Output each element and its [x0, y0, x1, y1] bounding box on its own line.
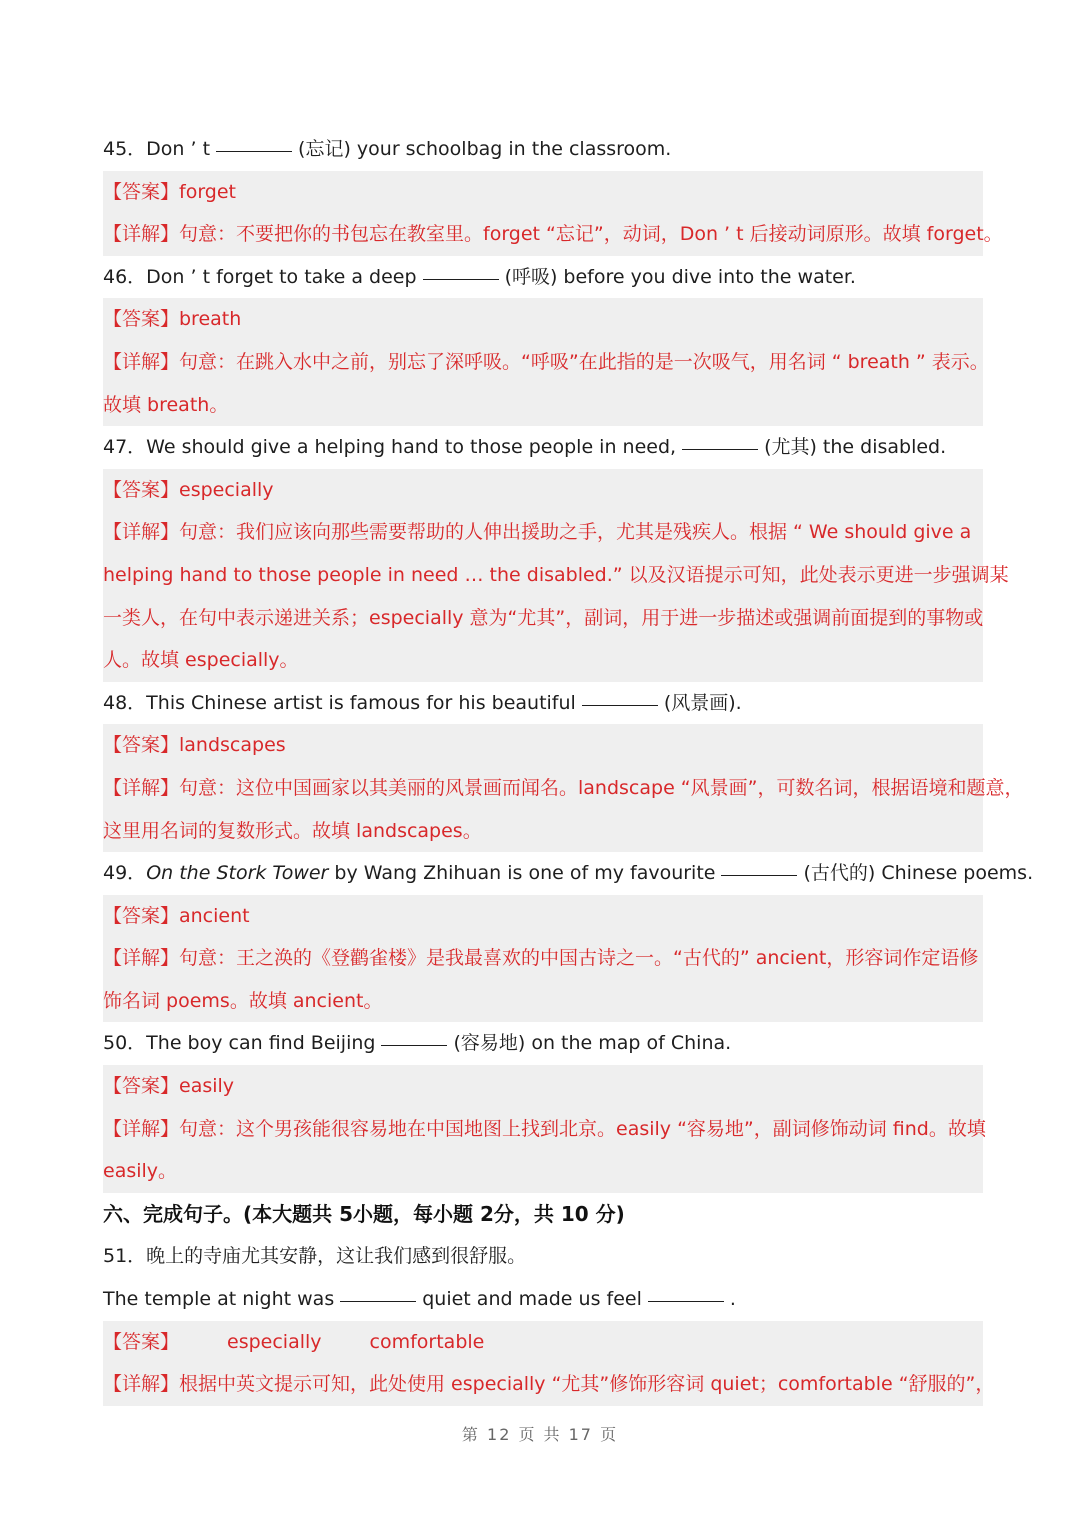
- question-49: 49．On the Stork Tower by Wang Zhihuan is one of my favourite (古代的) Chinese poems.: [103, 862, 1034, 885]
- section-title: 六、完成句子。(本大题共 5小题，每小题 2分，共 10 分): [103, 1201, 625, 1226]
- detail-47-line1: 【详解】句意：我们应该向那些需要帮助的人伸出援助之手，尤其是残疾人。根据 “ We should give a: [103, 511, 983, 554]
- detail-47-line4: 人。故填 especially。: [103, 639, 983, 682]
- question-45: 45．Don ’ t (忘记) your schoolbag in the classroom.: [103, 138, 672, 160]
- question-51-english: The temple at night was quiet and made us feel .: [103, 1288, 736, 1311]
- detail-46-line2: 故填 breath。: [103, 384, 983, 427]
- answer-blank: [582, 705, 658, 706]
- document-body: [103, 128, 1034, 1406]
- answer-block-47: [103, 469, 1009, 682]
- question-48: 48．This Chinese artist is famous for his beautiful (风景画).: [103, 691, 742, 714]
- detail-50-line1: 【详解】句意：这个男孩能很容易地在中国地图上找到北京。easily “容易地”，副词修饰动词 find。故填: [103, 1108, 983, 1151]
- detail-45: 【详解】句意：不要把你的书包忘在教室里。forget “忘记”，动词，Don ’ t 后接动词原形。故填 forget。: [103, 213, 983, 256]
- question-46: 46．Don ’ t forget to take a deep (呼吸) before you dive into the water.: [103, 265, 856, 288]
- question-47: 47．We should give a helping hand to those people in need, (尤其) the disabled.: [103, 436, 947, 459]
- answer-block-48: [103, 724, 1024, 852]
- answer-50: 【答案】easily: [103, 1065, 983, 1108]
- answer-blank: [648, 1301, 724, 1302]
- detail-48-line1: 【详解】句意：这位中国画家以其美丽的风景画而闻名。landscape “风景画”，可数名词，根据语境和题意，: [103, 767, 983, 810]
- detail-48-line2: 这里用名词的复数形式。故填 landscapes。: [103, 810, 983, 853]
- answer-46: 【答案】breath: [103, 298, 983, 341]
- answer-blank: [216, 151, 292, 152]
- detail-46-line1: 【详解】句意：在跳入水中之前，别忘了深呼吸。“呼吸”在此指的是一次吸气，用名词 “ breath ” 表示。: [103, 341, 983, 384]
- detail-49-line2: 饰名词 poems。故填 ancient。: [103, 980, 983, 1023]
- answer-49: 【答案】ancient: [103, 895, 983, 938]
- answer-blank: [721, 875, 797, 876]
- answer-blank: [381, 1045, 447, 1046]
- answer-48: 【答案】landscapes: [103, 724, 983, 767]
- answer-block-45: [103, 171, 1003, 256]
- answer-51: 【答案】 especially comfortable: [103, 1321, 983, 1364]
- page-footer: 第 12 页 共 17 页: [461, 1425, 619, 1444]
- answer-block-50: [103, 1065, 986, 1193]
- answer-blank: [682, 449, 758, 450]
- question-51-chinese: 51．晚上的寺庙尤其安静，这让我们感到很舒服。: [103, 1245, 527, 1268]
- detail-47-line3: 一类人，在句中表示递进关系；especially 意为“尤其”，副词，用于进一步描述或强调前面提到的事物或: [103, 597, 983, 640]
- answer-block-49: [103, 895, 983, 1023]
- detail-50-line2: easily。: [103, 1150, 983, 1193]
- poem-title: On the Stork Tower: [146, 862, 329, 885]
- detail-51-line1: 【详解】根据中英文提示可知，此处使用 especially “尤其”修饰形容词 quiet；comfortable “舒服的”，: [103, 1363, 983, 1406]
- detail-47-line2: helping hand to those people in need … the disabled.” 以及汉语提示可知，此处表示更进一步强调某: [103, 554, 983, 597]
- answer-47: 【答案】especially: [103, 469, 983, 512]
- question-50: 50．The boy can find Beijing (容易地) on the map of China.: [103, 1032, 732, 1055]
- detail-49-line1: 【详解】句意：王之涣的《登鹳雀楼》是我最喜欢的中国古诗之一。“古代的” ancient，形容词作定语修: [103, 937, 983, 980]
- answer-block-46: [103, 298, 989, 426]
- answer-block-51: [103, 1321, 995, 1406]
- answer-blank: [340, 1301, 416, 1302]
- answer-blank: [423, 279, 499, 280]
- answer-45: 【答案】forget: [103, 171, 983, 214]
